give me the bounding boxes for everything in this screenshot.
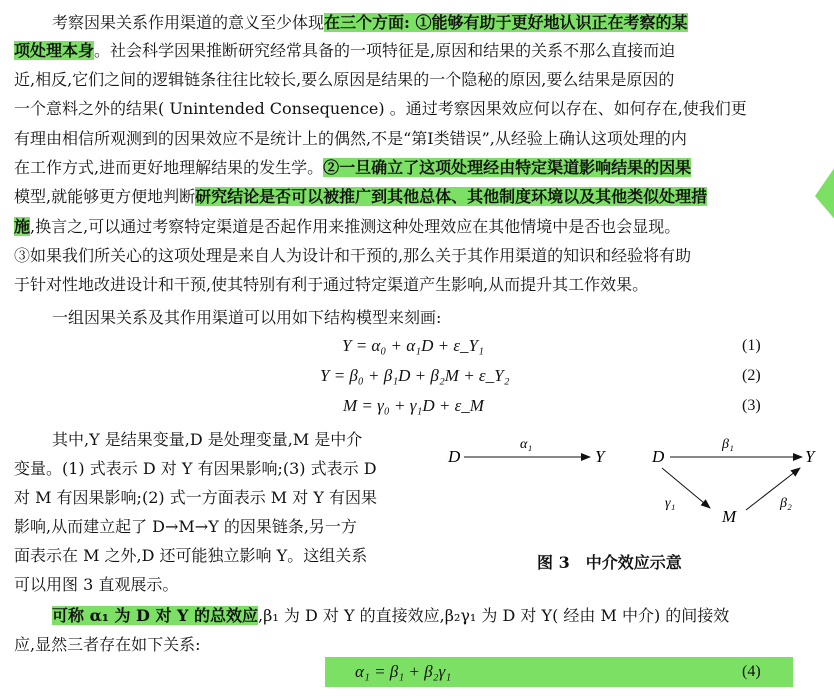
text-span: 模型,就能够更方便地判断	[14, 187, 196, 206]
highlight-span: 项处理本身	[14, 41, 95, 60]
node-y-left: Y	[595, 447, 605, 466]
para1-line4: 一个意料之外的结果( Unintended Consequence) 。通过考察因果效应何以存在、如何存在,使我们更	[14, 99, 747, 118]
para2-line: 一组因果关系及其作用渠道可以用如下结构模型来刻画:	[52, 308, 442, 327]
equation-1: Y = α₀ + α₁D + ε_Y₁	[342, 336, 484, 355]
equation-2: Y = β₀ + β₁D + β₂M + ε_Y₂	[320, 366, 510, 385]
para3-line4: 影响,从而建立起了 D→M→Y 的因果链条,另一方	[14, 517, 357, 536]
node-d-right: D	[652, 447, 665, 466]
arrow-m-to-y	[746, 468, 800, 510]
text-span: ,β₁ 为 D 对 Y 的直接效应,β₂γ₁ 为 D 对 Y( 经由 M 中介) 的间接效	[258, 606, 730, 625]
para3-line2: 变量。(1) 式表示 D 对 Y 有因果影响;(3) 式表示 D	[14, 459, 377, 478]
para3-line6: 可以用图 3 直观展示。	[14, 575, 179, 594]
highlight-span: 研究结论是否可以被推广到其他总体、其他制度环境以及其他类似处理措	[195, 187, 708, 206]
highlight-span: 施	[14, 217, 31, 236]
para1-line7	[14, 184, 707, 207]
mediation-diagram	[440, 432, 830, 537]
para4-line2: 应,显然三者存在如下关系:	[14, 635, 201, 654]
label-gamma1: γ₁	[665, 496, 676, 511]
text-span: 考察因果关系作用渠道的意义至少体现	[52, 13, 325, 32]
para3-line3: 对 M 有因果影响;(2) 式一方面表示 M 对 Y 有因果	[14, 488, 377, 507]
para4-line1	[52, 603, 729, 626]
label-beta2: β₂	[780, 496, 792, 511]
figure-caption: 图 3 中介效应示意	[537, 553, 682, 572]
para1-line3: 近,相反,它们之间的逻辑链条往往比较长,要么原因是结果的一个隐秘的原因,要么结果是原因的	[14, 70, 675, 89]
node-y-right: Y	[805, 447, 815, 466]
para1-line10: 于针对性地改进设计和干预,使其特别有利于通过特定渠道产生影响,从而提升其工作效果。	[14, 275, 649, 294]
text-span: 在工作方式,进而更好地理解结果的发生学。	[14, 158, 324, 177]
equation-2-number: (2)	[742, 367, 761, 384]
para1-line2	[14, 38, 675, 61]
para1-line9: ③如果我们所关心的这项处理是来自人为设计和干预的,那么关于其作用渠道的知识和经验将有助	[14, 246, 692, 265]
equation-4: α₁ = β₁ + β₂γ₁	[355, 662, 452, 681]
text-span: ,换言之,可以通过考察特定渠道是否起作用来推测这种处理效应在其他情境中是否也会显现。	[30, 217, 681, 236]
para1-line1	[52, 10, 688, 33]
node-m: M	[722, 507, 737, 526]
label-beta1: β₁	[722, 437, 734, 452]
highlight-span: 可称 α₁ 为 D 对 Y 的总效应	[52, 606, 259, 625]
equation-1-number: (1)	[742, 337, 761, 354]
equation-4-number: (4)	[742, 663, 761, 680]
highlight-span: 在三个方面: ①能够有助于更好地认识正在考察的某	[324, 13, 688, 32]
para3-line1: 其中,Y 是结果变量,D 是处理变量,M 是中介	[52, 430, 363, 449]
node-d-left: D	[448, 447, 461, 466]
para1-line8	[14, 214, 680, 237]
para3-line5: 面表示在 M 之外,D 还可能独立影响 Y。这组关系	[14, 546, 368, 565]
equation-3: M = γ₀ + γ₁D + ε_M	[343, 396, 484, 415]
text-span: 。社会科学因果推断研究经常具备的一项特征是,原因和结果的关系不那么直接而迫	[94, 41, 676, 60]
para1-line5: 有理由相信所观测到的因果效应不是统计上的偶然,不是“第Ⅰ类错误”,从经验上确认这项处理的内	[14, 129, 687, 148]
highlight-span: ②一旦确立了这项处理经由特定渠道影响结果的因果	[323, 158, 692, 177]
equation-3-number: (3)	[742, 397, 761, 414]
label-alpha1: α₁	[520, 437, 533, 452]
highlighter-mark	[815, 164, 834, 222]
para1-line6	[14, 155, 691, 178]
